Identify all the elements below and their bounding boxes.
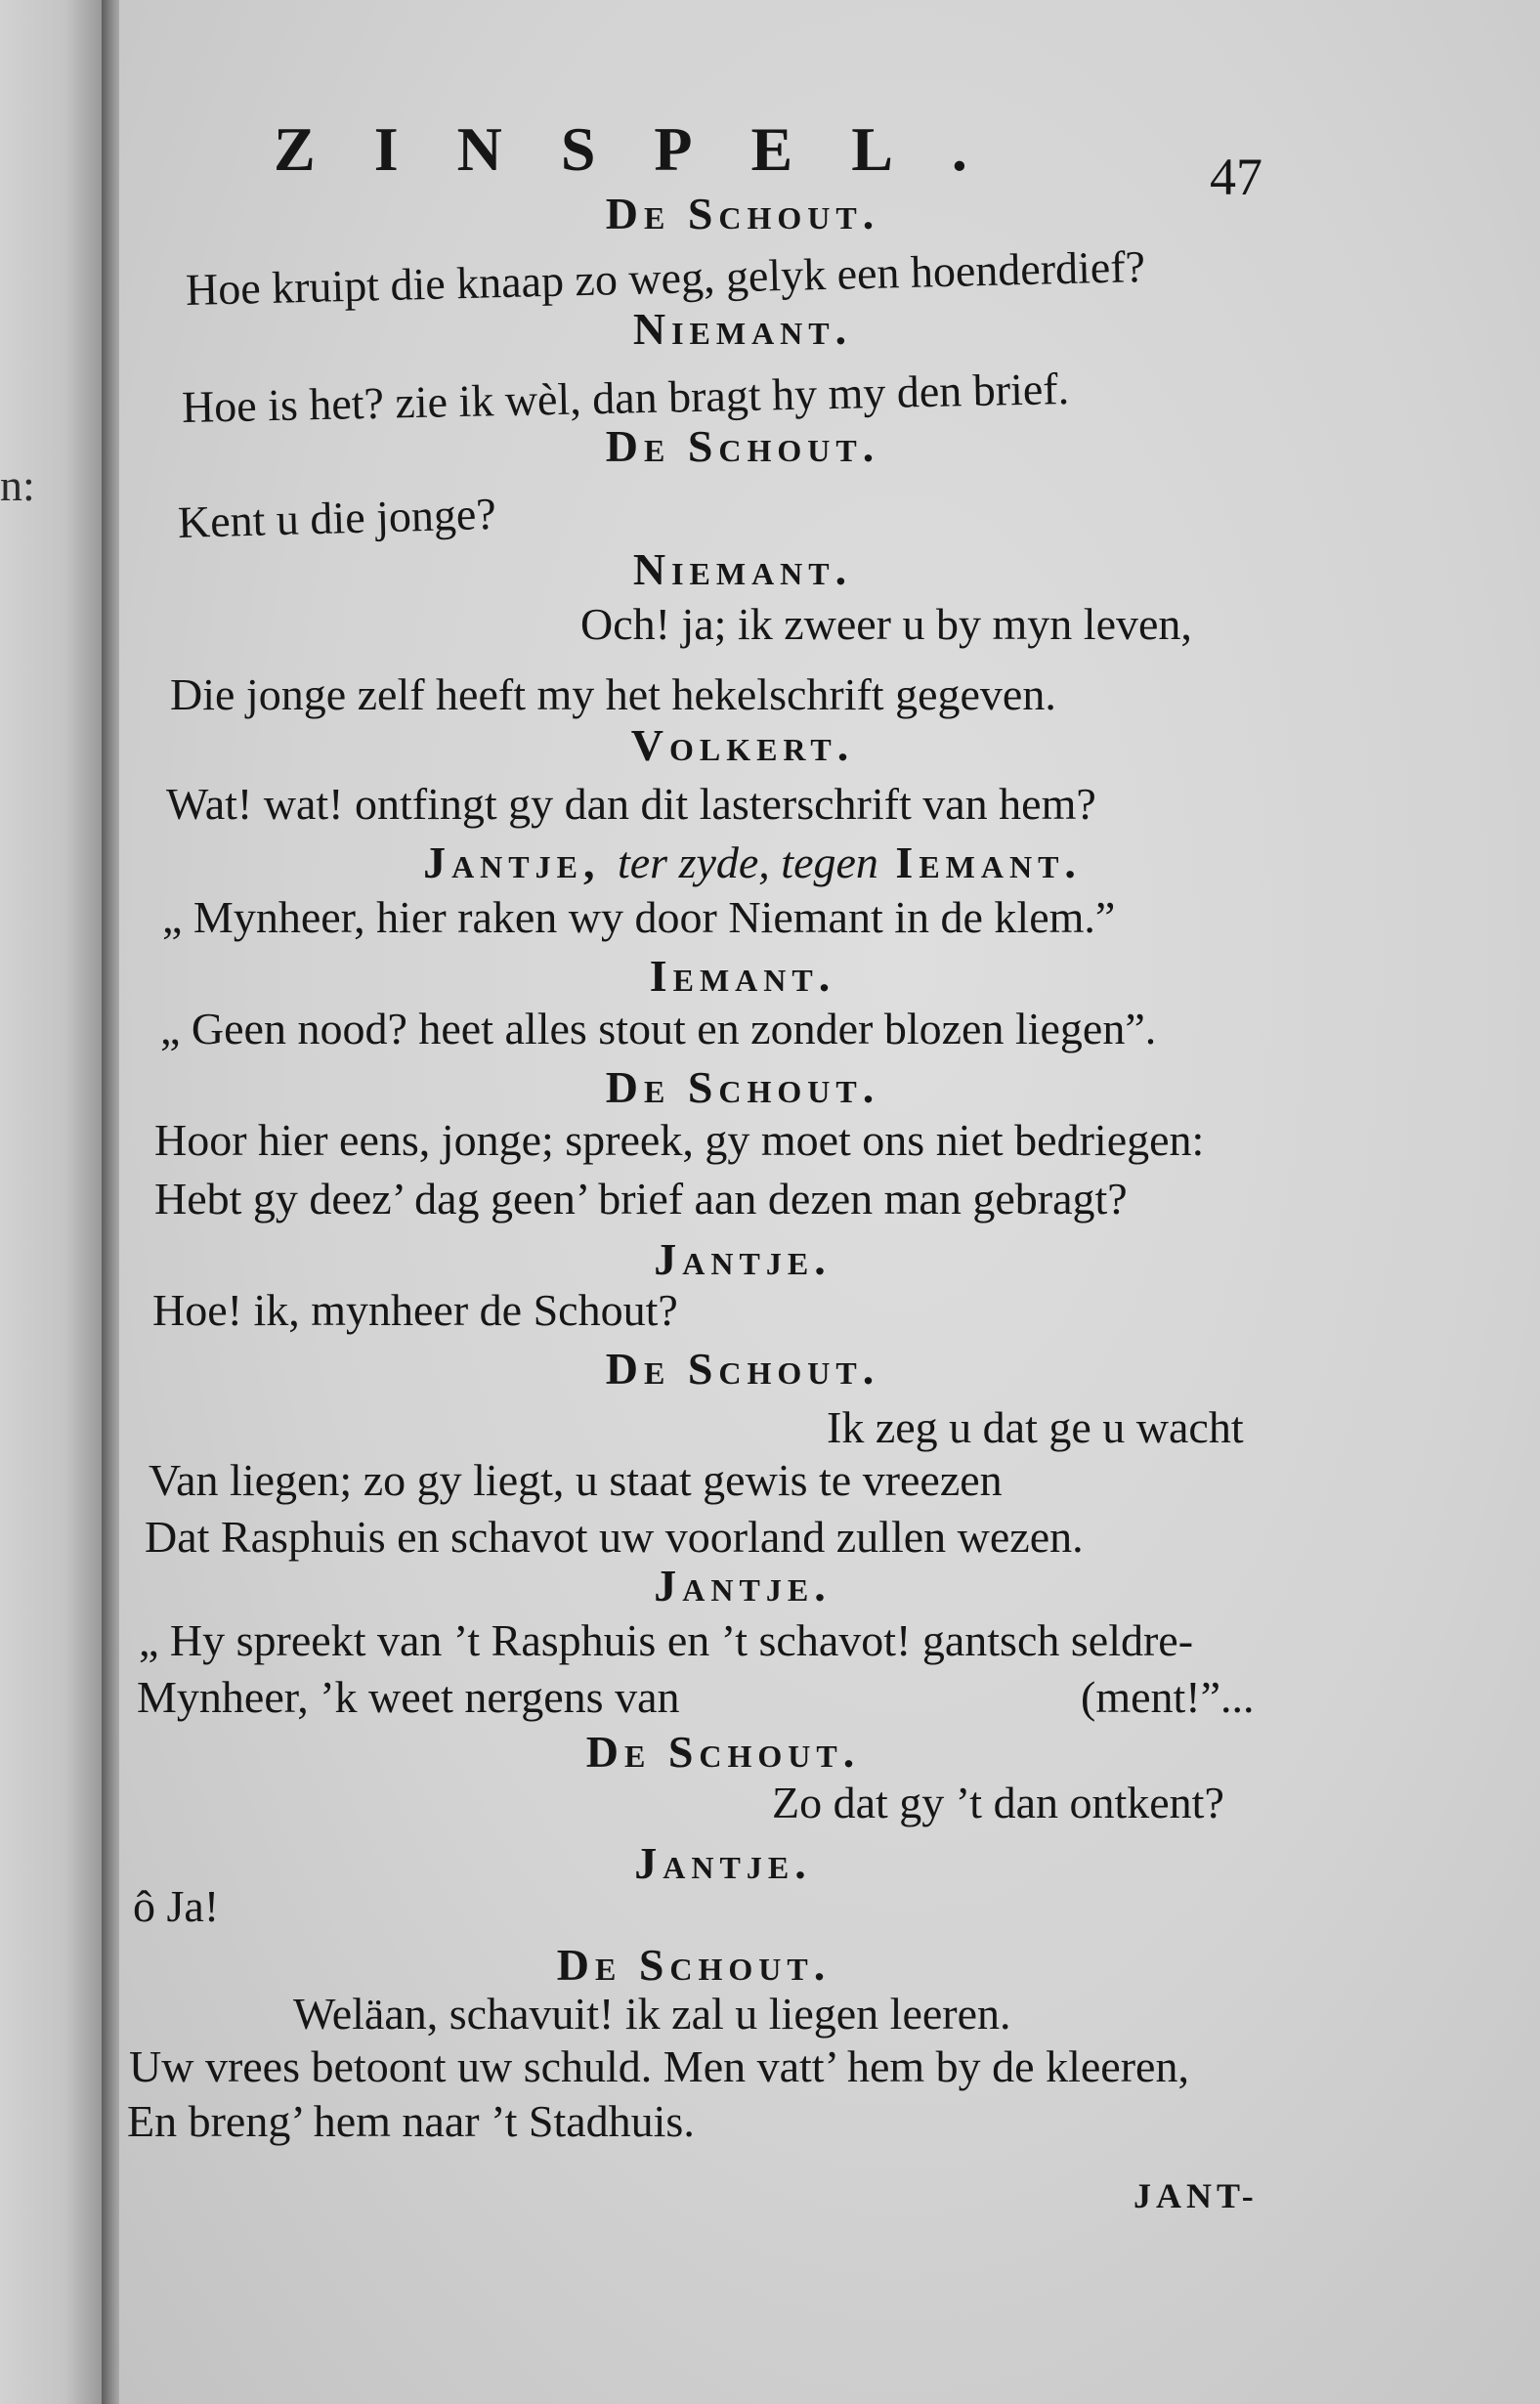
page-number: 47 <box>1210 148 1262 206</box>
speaker-heading: Volkert. <box>630 720 855 770</box>
verse-line: Hoe kruipt die knaap zo weg, gelyk een hoenderdief? <box>185 241 1146 315</box>
verse-line: Mynheer, ’k weet nergens van <box>137 1672 680 1722</box>
speaker-heading: Niemant. <box>632 544 853 594</box>
speaker-heading: De Schout. <box>556 1940 832 1990</box>
verse-line: Zo dat gy ’t dan ontkent? <box>772 1778 1224 1827</box>
verse-line: Uw vrees betoont uw schuld. Men vatt’ hem by de kleeren, <box>129 2041 1189 2091</box>
speaker-heading: De Schout. <box>605 1062 880 1112</box>
verse-line: Kent u die jonge? <box>177 488 497 547</box>
verse-line: „ Mynheer, hier raken wy door Niemant in de klem.” <box>162 892 1116 942</box>
verse-line: „ Geen nood? heet alles stout en zonder blozen liegen”. <box>160 1004 1157 1053</box>
speaker-heading: De Schout. <box>585 1727 861 1777</box>
speaker-heading: De Schout. <box>605 421 880 471</box>
verse-line: En breng’ hem naar ’t Stadhuis. <box>127 2096 695 2146</box>
verse-line: Die jonge zelf heeft my het hekelschrift gegeven. <box>170 669 1056 719</box>
speaker-name: Jantje, <box>423 837 601 887</box>
speaker-heading: Jantje. <box>634 1838 812 1888</box>
speaker-heading: Niemant. <box>632 304 853 354</box>
verse-line: Van liegen; zo gy liegt, u staat gewis te vreezen <box>149 1455 1003 1505</box>
stage-direction: ter zyde, tegen <box>617 837 878 887</box>
speaker-heading: De Schout. <box>605 189 880 238</box>
verse-line: Hoor hier eens, jonge; spreek, gy moet ons niet bedriegen: <box>154 1115 1205 1165</box>
running-head: ZINSPEL. <box>274 114 1026 184</box>
speaker-heading: De Schout. <box>605 1344 880 1394</box>
verse-line: Hoe is het? zie ik wèl, dan bragt hy my den brief. <box>181 363 1070 432</box>
speaker-heading: Iemant. <box>649 951 836 1001</box>
facing-page <box>0 0 109 2404</box>
verse-line: ô Ja! <box>133 1881 220 1931</box>
speaker-heading: Jantje. <box>654 1234 832 1284</box>
verse-line: „ Hy spreekt van ’t Rasphuis en ’t schavot! gantsch seldre- <box>139 1615 1194 1665</box>
verse-line: Hoe! ik, mynheer de Schout? <box>152 1285 678 1335</box>
verse-line-turnover: (ment!”... <box>1081 1672 1255 1722</box>
verse-line: Och! ja; ik zweer u by myn leven, <box>580 599 1192 649</box>
facing-page-fragment: n: <box>0 460 35 510</box>
verse-line: Dat Rasphuis en schavot uw voorland zullen wezen. <box>145 1512 1084 1562</box>
speaker-target: Iemant. <box>895 837 1082 887</box>
verse-line: Ik zeg u dat ge u wacht <box>827 1402 1244 1452</box>
catchword: JANT- <box>1134 2176 1259 2215</box>
verse-line: Hebt gy deez’ dag geen’ brief aan dezen man gebragt? <box>154 1174 1128 1223</box>
verse-line: Wat! wat! ontfingt gy dan dit lasterschrift van hem? <box>166 779 1096 829</box>
speaker-heading-with-direction <box>313 837 1192 888</box>
verse-line: Weläan, schavuit! ik zal u liegen leeren. <box>293 1989 1011 2039</box>
speaker-heading: Jantje. <box>654 1561 832 1610</box>
